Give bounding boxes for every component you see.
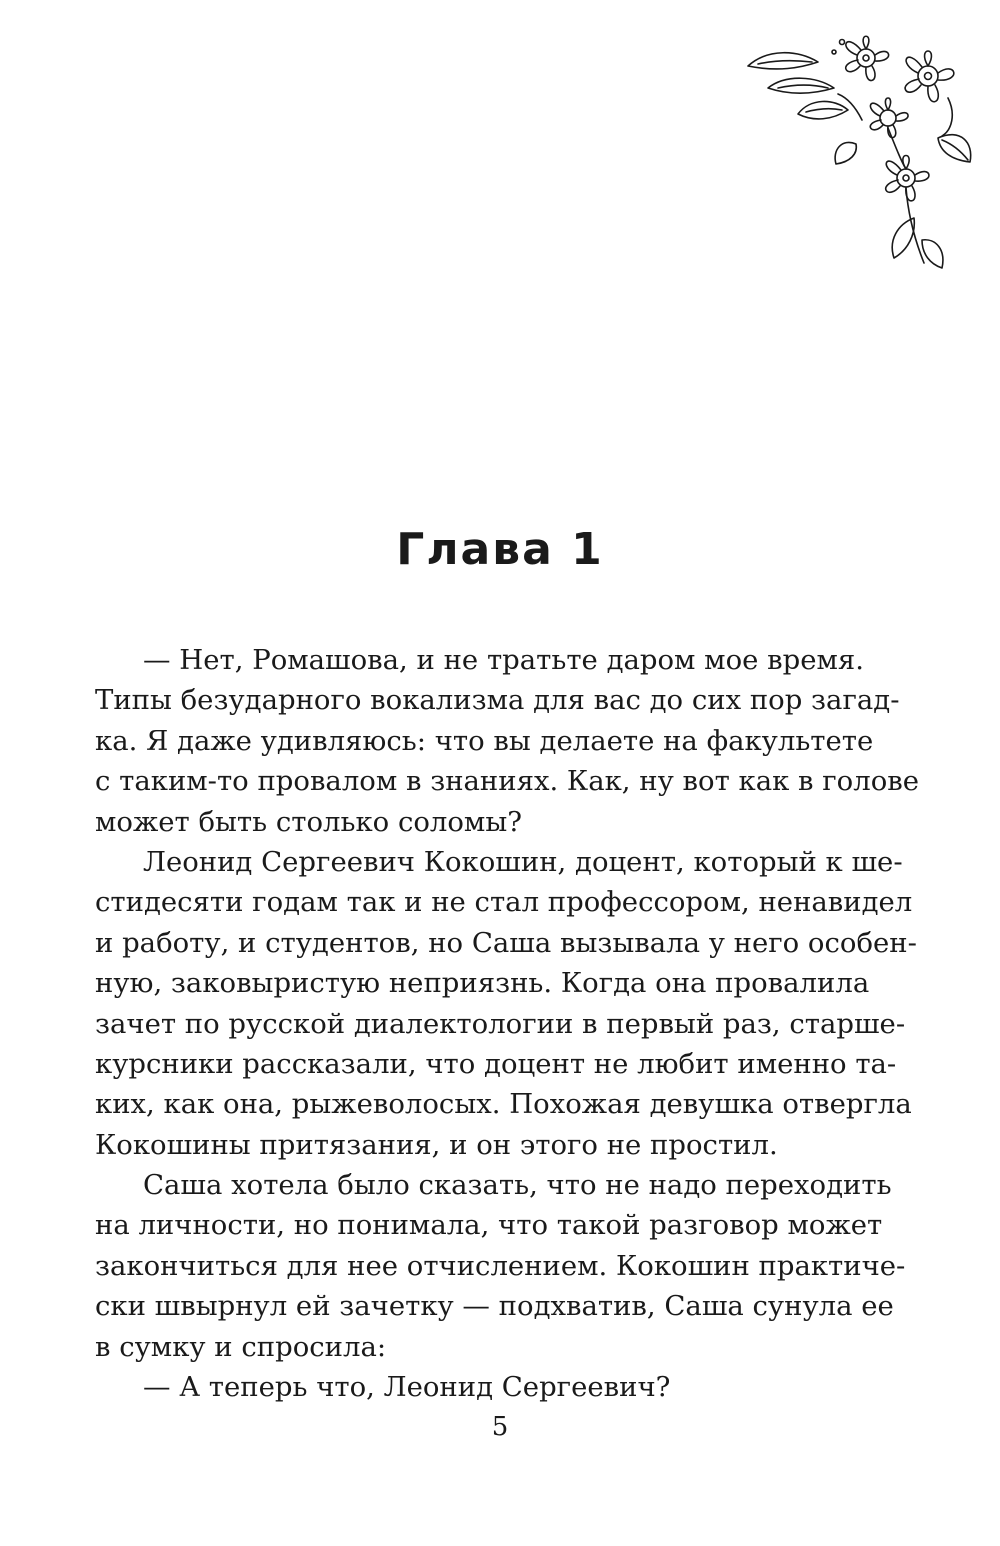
- text-line: в сумку и спросила:: [95, 1330, 387, 1363]
- body-text: [95, 640, 920, 1407]
- text-line: Леонид Сергеевич Кокошин, доцент, который к ше-: [143, 845, 903, 878]
- floral-corner-ornament-icon: [738, 28, 978, 278]
- text-line: и работу, и студентов, но Саша вызывала у него особен-: [95, 926, 917, 959]
- text-line: зачет по русской диалектологии в первый раз, старше-: [95, 1007, 906, 1040]
- text-line: ких, как она, рыжеволосых. Похожая девушка отвергла: [95, 1088, 912, 1121]
- text-line: на личности, но понимала, что такой разговор может: [95, 1209, 883, 1242]
- chapter-title: Глава 1: [396, 524, 604, 575]
- text-line: стидесяти годам так и не стал профессором, ненавидел: [95, 886, 913, 919]
- text-line: ски швырнул ей зачетку — подхватив, Саша сунула ее: [95, 1290, 894, 1323]
- text-line: ную, заковыристую неприязнь. Когда она провалила: [95, 967, 870, 1000]
- text-line: ка. Я даже удивляюсь: что вы делаете на факультете: [95, 724, 874, 757]
- text-line: — Нет, Ромашова, и не тратьте даром мое время.: [143, 644, 864, 676]
- text-line: Кокошины притязания, и он этого не простил.: [95, 1128, 778, 1161]
- text-line: может быть столько соломы?: [95, 805, 522, 838]
- page-number: 5: [491, 1412, 509, 1442]
- text-line: — А теперь что, Леонид Сергеевич?: [143, 1371, 671, 1404]
- text-line: Типы безударного вокализма для вас до сих пор загад-: [95, 684, 900, 717]
- text-line: с таким-то провалом в знаниях. Как, ну вот как в голове: [95, 765, 920, 798]
- text-line: Саша хотела было сказать, что не надо переходить: [143, 1169, 892, 1202]
- text-line: курсники рассказали, что доцент не любит именно та-: [95, 1047, 897, 1080]
- text-line: закончиться для нее отчислением. Кокошин практиче-: [95, 1249, 906, 1282]
